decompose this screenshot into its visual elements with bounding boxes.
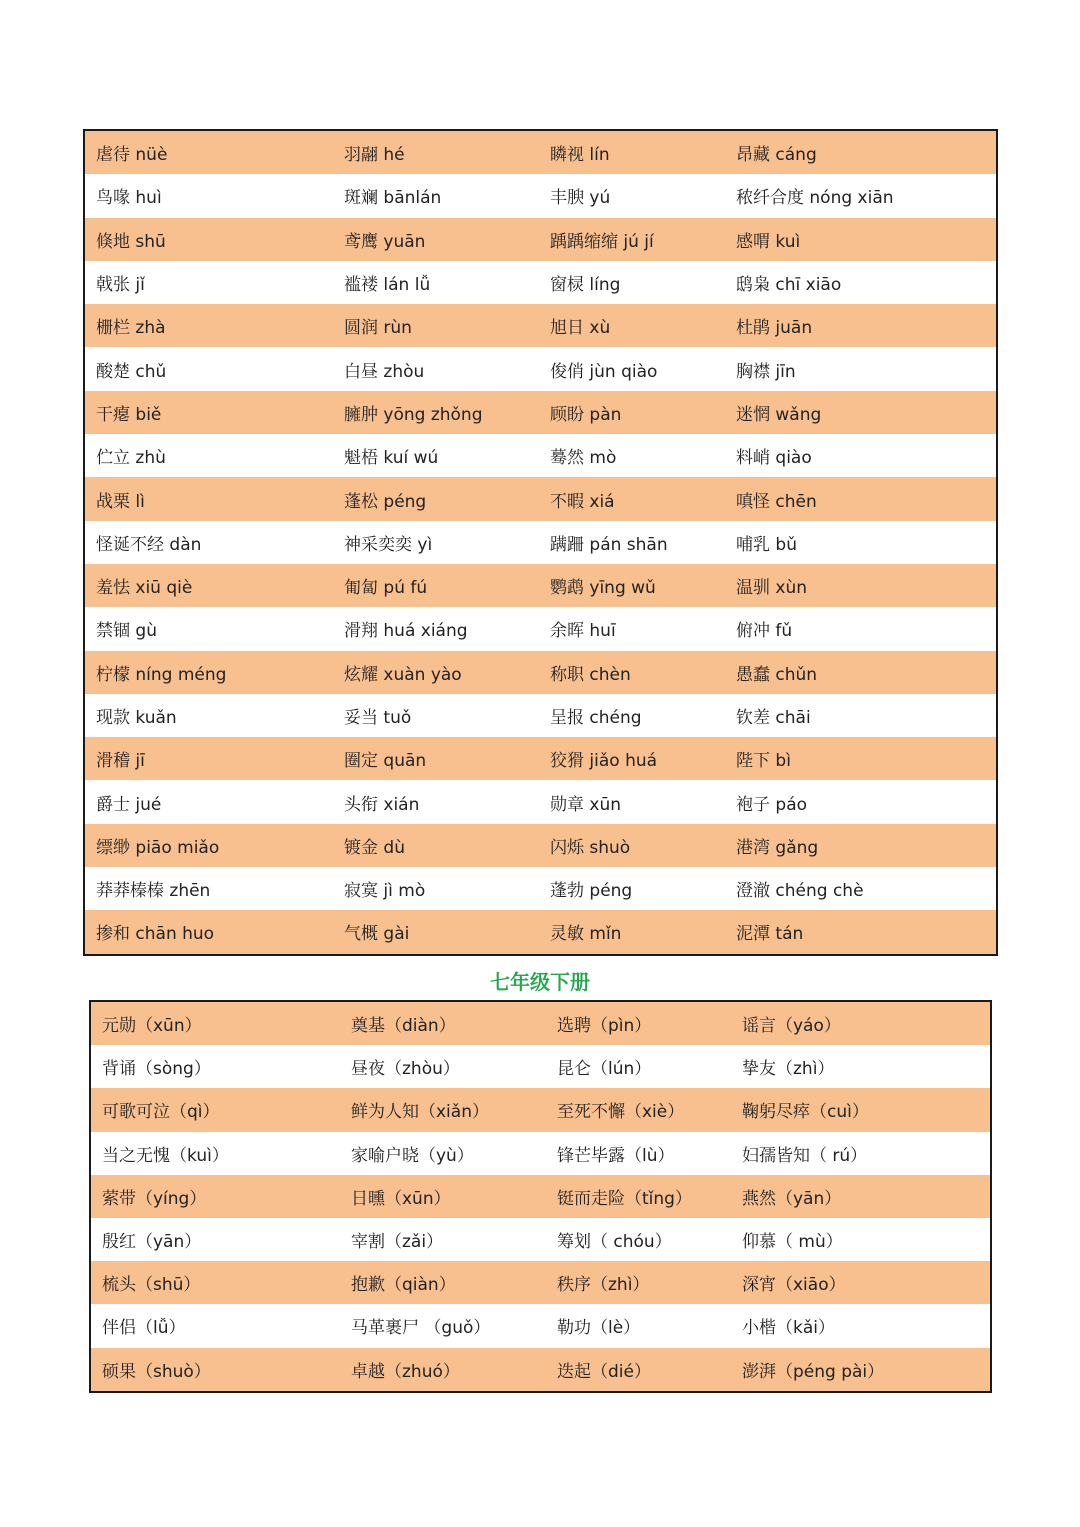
vocab-cell: 匍匐 pú fú — [344, 578, 428, 599]
table-row — [85, 174, 996, 217]
table-row — [85, 607, 996, 650]
table-row — [85, 737, 996, 780]
vocab-cell: 铤而走险（tǐng） — [557, 1188, 692, 1209]
table-row — [91, 1348, 990, 1391]
vocab-cell: 酸楚 chǔ — [96, 361, 167, 382]
vocab-cell: 白昼 zhòu — [344, 361, 425, 382]
vocab-cell: 硕果（shuò） — [102, 1361, 211, 1382]
vocab-cell: 至死不懈（xiè） — [557, 1102, 685, 1123]
table-row — [85, 521, 996, 564]
vocab-cell: 踽踽缩缩 jú jí — [550, 231, 654, 252]
table-row — [85, 434, 996, 477]
vocab-cell: 俯冲 fǔ — [736, 621, 793, 642]
vocab-cell: 秩序（zhì） — [557, 1275, 650, 1296]
vocab-cell: 梳头（shū） — [102, 1275, 201, 1296]
vocab-cell: 狡猾 jiǎo huá — [550, 751, 658, 772]
vocab-cell: 窗棂 líng — [550, 275, 621, 296]
vocab-cell: 日曛（xūn） — [351, 1188, 451, 1209]
vocab-cell: 殷红（yān） — [102, 1232, 202, 1253]
vocab-cell: 斑斓 bānlán — [344, 188, 442, 209]
vocab-cell: 臃肿 yōng zhǒng — [344, 404, 483, 425]
vocab-cell: 澎湃（péng pài） — [742, 1361, 885, 1382]
vocab-cell: 燕然（yān） — [742, 1188, 842, 1209]
vocab-cell: 掺和 chān huo — [96, 924, 215, 945]
vocab-cell: 鹦鹉 yīng wǔ — [550, 578, 656, 599]
vocab-cell: 蓦然 mò — [550, 448, 617, 469]
vocab-cell: 勒功（lè） — [557, 1318, 641, 1339]
vocab-cell: 萦带（yíng） — [102, 1188, 207, 1209]
table-row — [85, 304, 996, 347]
vocab-cell: 缥缈 piāo miǎo — [96, 837, 220, 858]
vocab-cell: 马革裹尸 （guǒ） — [351, 1318, 491, 1339]
vocab-cell: 愚蠢 chǔn — [736, 664, 818, 685]
vocab-cell: 旭日 xù — [550, 318, 611, 339]
vocab-cell: 蹒跚 pán shān — [550, 534, 668, 555]
vocab-cell: 仰慕（ mù） — [742, 1232, 843, 1253]
vocab-cell: 泥潭 tán — [736, 924, 804, 945]
vocab-cell: 背诵（sòng） — [102, 1059, 211, 1080]
table-row — [91, 1088, 990, 1131]
vocab-cell: 妇孺皆知（ rú） — [742, 1145, 868, 1166]
table-row — [85, 694, 996, 737]
table-row — [91, 1002, 990, 1045]
vocab-cell: 爵士 jué — [96, 794, 162, 815]
vocab-cell: 昆仑（lún） — [557, 1059, 652, 1080]
vocab-cell: 呈报 chéng — [550, 708, 642, 728]
section-heading: 七年级下册 — [490, 970, 590, 994]
table-row — [91, 1045, 990, 1088]
vocab-cell: 深宵（xiāo） — [742, 1275, 846, 1296]
vocab-table-bottom — [89, 1000, 992, 1393]
vocab-cell: 战栗 lì — [96, 491, 145, 512]
vocab-cell: 料峭 qiào — [736, 448, 812, 469]
table-row — [85, 261, 996, 304]
table-row — [85, 477, 996, 520]
vocab-cell: 炫耀 xuàn yào — [344, 664, 462, 685]
table-row — [85, 218, 996, 261]
vocab-cell: 鸢鹰 yuān — [344, 231, 426, 252]
table-row — [91, 1261, 990, 1304]
vocab-cell: 卓越（zhuó） — [351, 1361, 460, 1382]
vocab-cell: 蓬勃 péng — [550, 881, 633, 902]
vocab-cell: 魁梧 kuí wú — [344, 448, 439, 469]
vocab-cell: 小楷（kǎi） — [742, 1318, 835, 1339]
vocab-cell: 当之无愧（kuì） — [102, 1145, 229, 1166]
vocab-cell: 哺乳 bǔ — [736, 534, 797, 555]
vocab-cell: 迷惘 wǎng — [736, 404, 822, 425]
vocab-cell: 抱歉（qiàn） — [351, 1275, 456, 1296]
vocab-cell: 灵敏 mǐn — [550, 924, 622, 945]
vocab-cell: 锋芒毕露（lù） — [557, 1145, 675, 1166]
vocab-cell: 澄澈 chéng chè — [736, 881, 864, 902]
vocab-cell: 妥当 tuǒ — [344, 708, 412, 728]
table-row — [85, 867, 996, 910]
vocab-cell: 现款 kuǎn — [96, 708, 177, 728]
vocab-cell: 倏地 shū — [96, 231, 166, 252]
vocab-cell: 温驯 xùn — [736, 578, 808, 599]
vocab-cell: 羽翮 hé — [344, 145, 405, 166]
vocab-cell: 戟张 jǐ — [96, 275, 145, 296]
vocab-table-top — [83, 129, 998, 956]
vocab-cell: 瞵视 lín — [550, 145, 610, 166]
vocab-cell: 嗔怪 chēn — [736, 491, 817, 512]
vocab-cell: 秾纤合度 nóng xiān — [736, 188, 894, 209]
vocab-cell: 钦差 chāi — [736, 708, 811, 728]
vocab-cell: 不暇 xiá — [550, 491, 615, 512]
vocab-cell: 鸱枭 chī xiāo — [736, 275, 842, 296]
vocab-cell: 柠檬 níng méng — [96, 664, 227, 685]
vocab-cell: 俊俏 jùn qiào — [550, 361, 658, 382]
vocab-cell: 顾盼 pàn — [550, 404, 622, 425]
vocab-cell: 伫立 zhù — [96, 448, 166, 469]
vocab-cell: 滑翔 huá xiáng — [344, 621, 468, 642]
table-row — [91, 1175, 990, 1218]
table-row — [85, 651, 996, 694]
vocab-cell: 袍子 páo — [736, 794, 808, 815]
vocab-cell: 昂藏 cáng — [736, 145, 817, 166]
vocab-cell: 陛下 bì — [736, 751, 791, 772]
vocab-cell: 可歌可泣（qì） — [102, 1102, 220, 1123]
table-row — [85, 780, 996, 823]
vocab-cell: 鸟喙 huì — [96, 188, 162, 209]
table-row — [85, 131, 996, 174]
vocab-cell: 禁锢 gù — [96, 621, 157, 642]
vocab-cell: 选聘（pìn） — [557, 1016, 652, 1037]
vocab-cell: 称职 chèn — [550, 664, 631, 685]
vocab-cell: 头衔 xián — [344, 794, 420, 815]
vocab-cell: 余晖 huī — [550, 621, 616, 642]
vocab-cell: 迭起（dié） — [557, 1361, 651, 1382]
vocab-cell: 气概 gài — [344, 924, 410, 945]
vocab-cell: 鲜为人知（xiǎn） — [351, 1102, 489, 1123]
table-row — [91, 1304, 990, 1347]
vocab-cell: 勋章 xūn — [550, 794, 622, 815]
vocab-cell: 干瘪 biě — [96, 404, 162, 425]
vocab-cell: 羞怯 xiū qiè — [96, 578, 193, 599]
table-row — [91, 1218, 990, 1261]
vocab-cell: 丰腴 yú — [550, 188, 611, 209]
table-row — [85, 564, 996, 607]
vocab-cell: 谣言（yáo） — [742, 1016, 841, 1037]
vocab-cell: 奠基（diàn） — [351, 1016, 456, 1037]
vocab-cell: 杜鹃 juān — [736, 318, 813, 339]
vocab-cell: 胸襟 jīn — [736, 361, 796, 382]
vocab-cell: 圆润 rùn — [344, 318, 412, 339]
vocab-cell: 伴侣（lǚ） — [102, 1318, 186, 1339]
vocab-cell: 镀金 dù — [344, 837, 405, 858]
vocab-cell: 闪烁 shuò — [550, 837, 631, 858]
vocab-cell: 褴褛 lán lǚ — [344, 275, 431, 296]
vocab-cell: 元勋（xūn） — [102, 1016, 202, 1037]
vocab-cell: 神采奕奕 yì — [344, 534, 433, 555]
vocab-cell: 宰割（zǎi） — [351, 1232, 444, 1253]
vocab-cell: 挚友（zhì） — [742, 1059, 835, 1080]
vocab-cell: 蓬松 péng — [344, 491, 427, 512]
vocab-cell: 感喟 kuì — [736, 231, 801, 252]
vocab-cell: 莽莽榛榛 zhēn — [96, 881, 211, 902]
vocab-cell: 圈定 quān — [344, 751, 427, 772]
vocab-cell: 鞠躬尽瘁（cuì） — [742, 1102, 869, 1123]
vocab-cell: 栅栏 zhà — [96, 318, 166, 339]
vocab-cell: 滑稽 jī — [96, 751, 145, 772]
vocab-cell: 怪诞不经 dàn — [96, 534, 202, 555]
vocab-cell: 虐待 nüè — [96, 145, 168, 166]
vocab-cell: 昼夜（zhòu） — [351, 1059, 460, 1080]
vocab-cell: 寂寞 jì mò — [344, 881, 426, 902]
table-row — [91, 1132, 990, 1175]
table-row — [85, 910, 996, 953]
table-row — [85, 347, 996, 390]
vocab-cell: 港湾 gǎng — [736, 837, 819, 858]
table-row — [85, 824, 996, 867]
table-row — [85, 391, 996, 434]
vocab-cell: 筹划（ chóu） — [557, 1232, 672, 1253]
vocab-cell: 家喻户晓（yù） — [351, 1145, 474, 1166]
